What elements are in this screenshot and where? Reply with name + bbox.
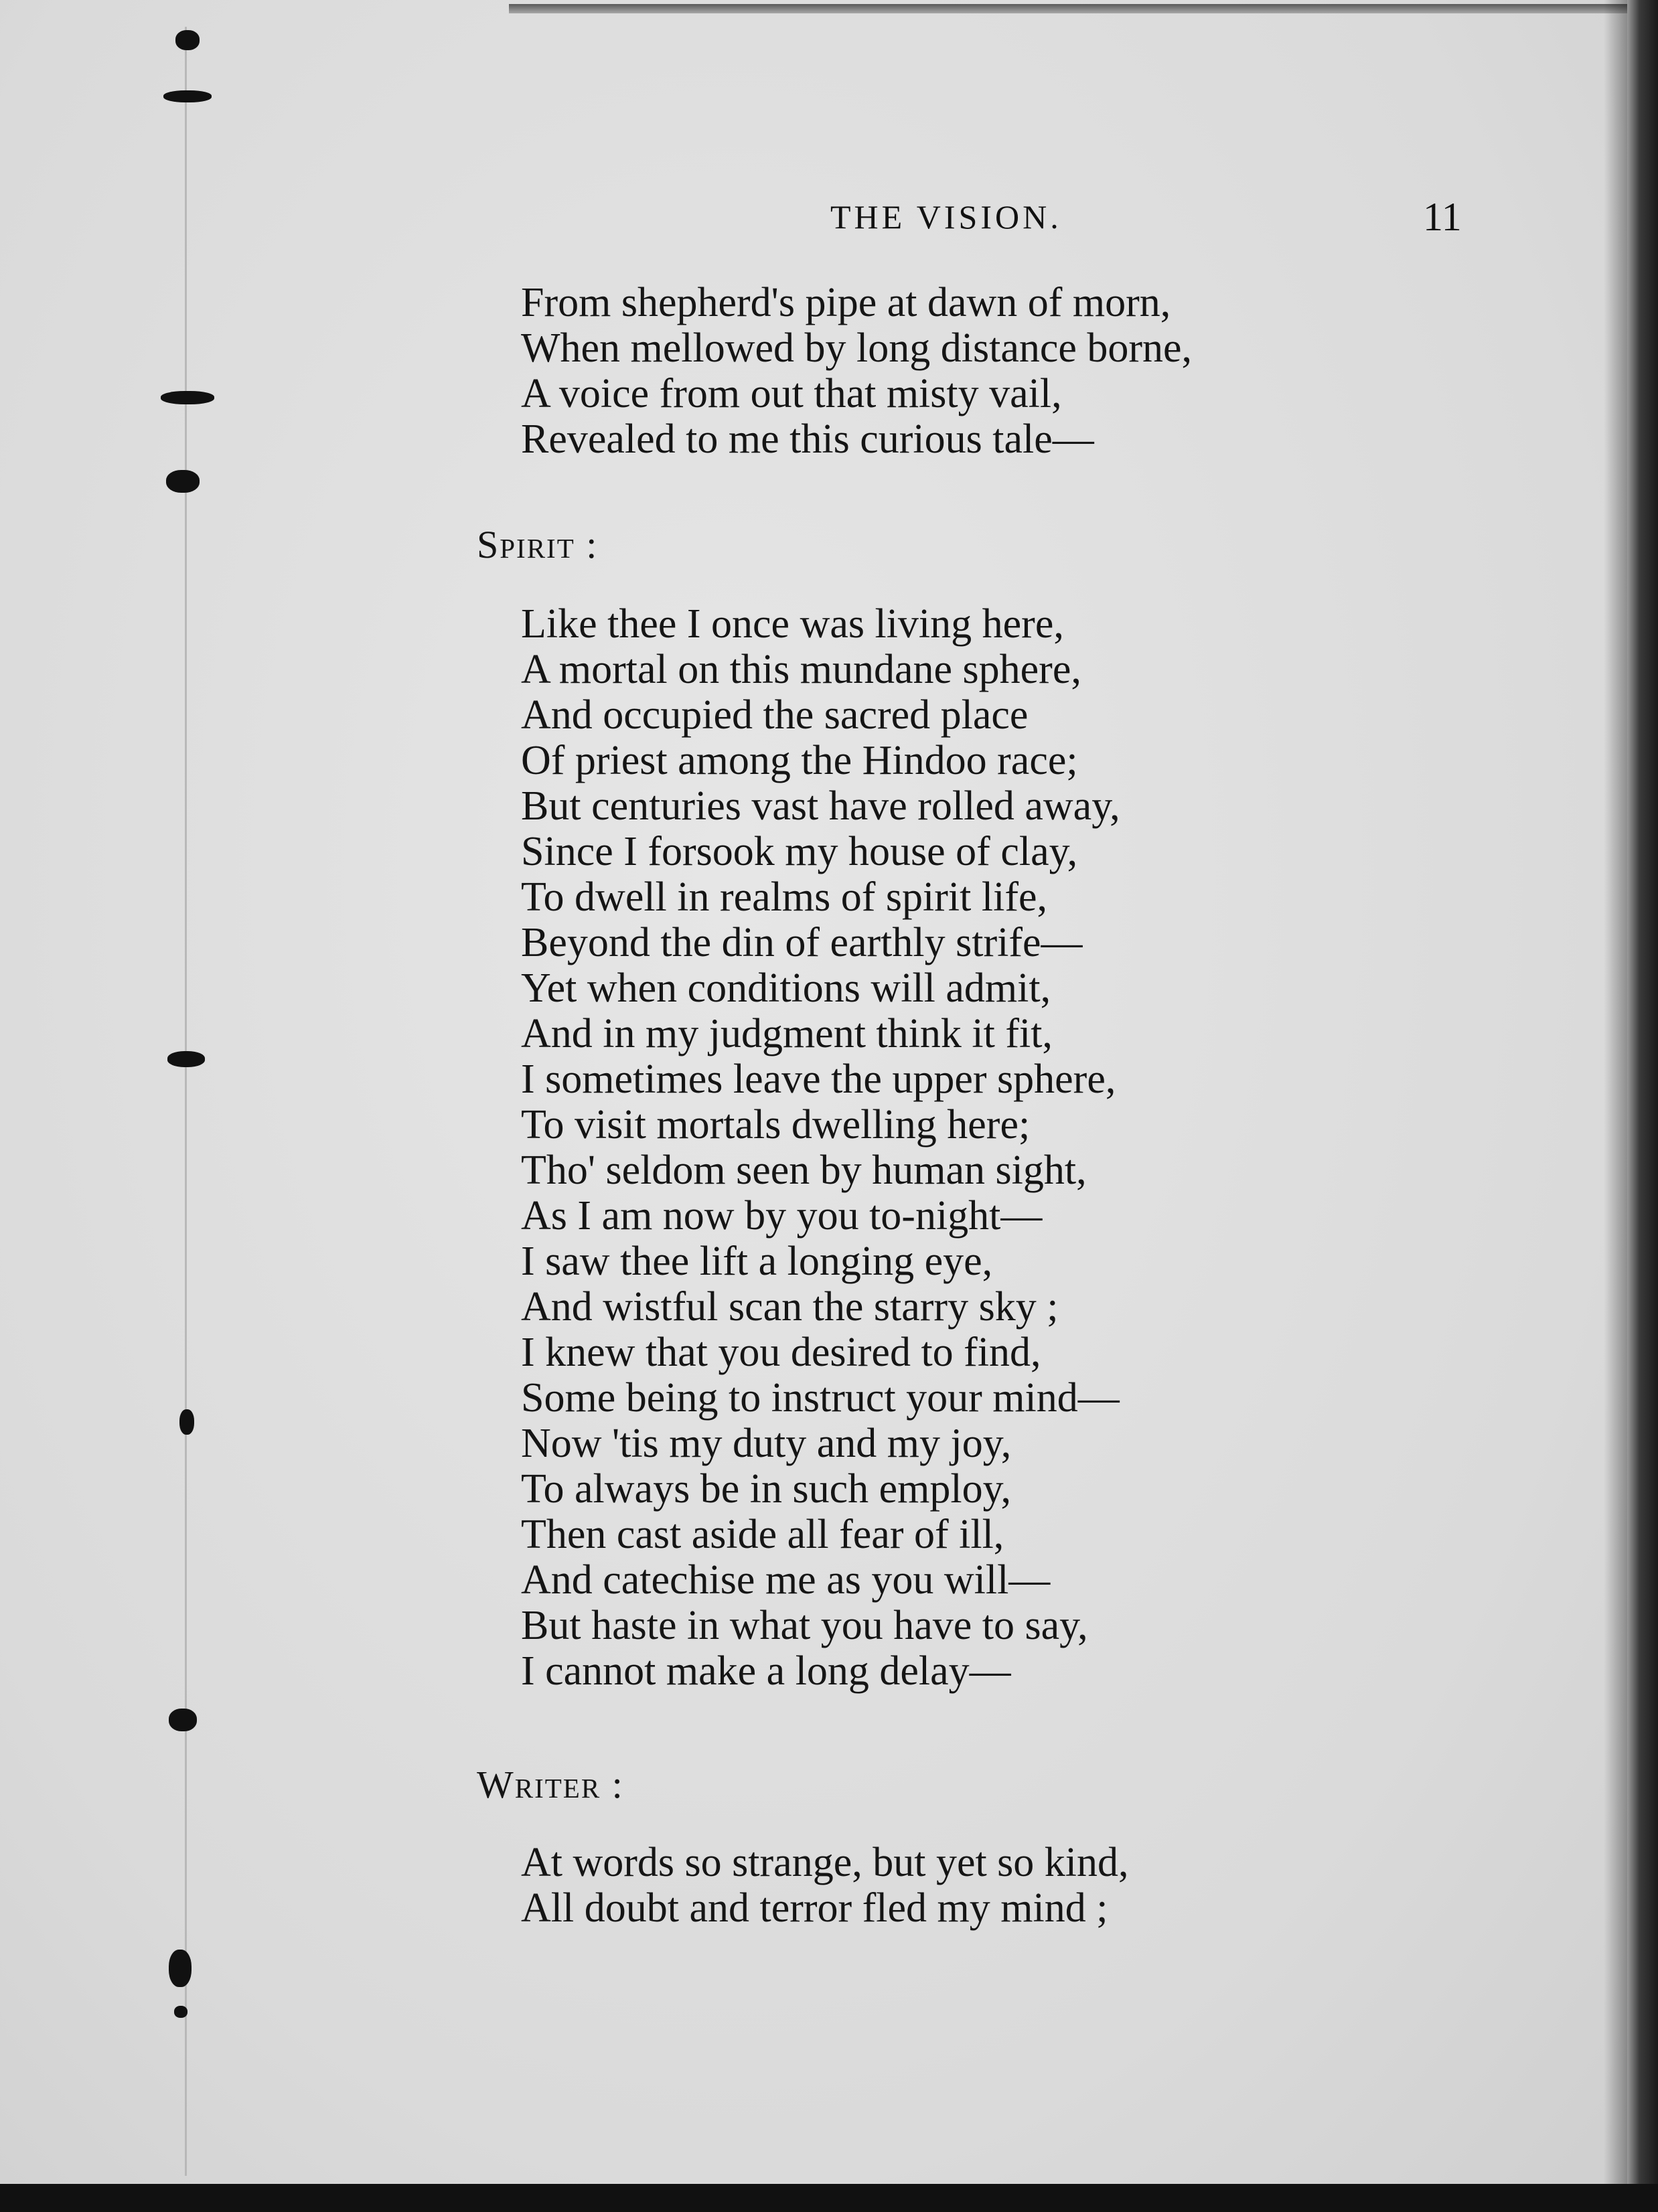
running-head: THE VISION. [830,198,1062,236]
verse-line: Now 'tis my duty and my joy, [521,1421,1012,1466]
verse-line: To visit mortals dwelling here; [521,1102,1031,1148]
verse-line: Of priest among the Hindoo race; [521,738,1078,783]
verse-line: I sometimes leave the upper sphere, [521,1056,1116,1102]
binding-hole [167,1051,205,1067]
verse-line: Some being to instruct your mind— [521,1375,1120,1421]
verse-line: Yet when conditions will admit, [521,965,1051,1011]
verse-line: Then cast aside all fear of ill, [521,1512,1004,1557]
verse-line: At words so strange, but yet so kind, [521,1840,1129,1885]
verse-line: As I am now by you to-night— [521,1193,1043,1239]
verse-line: Tho' seldom seen by human sight, [521,1148,1087,1193]
binding-hole [166,470,200,493]
verse-line: But centuries vast have rolled away, [521,783,1120,829]
binding-hole [179,1409,194,1435]
verse-line: A voice from out that misty vail, [521,371,1062,416]
stanza-3 [521,1840,1129,1931]
verse-line: And catechise me as you will— [521,1557,1051,1603]
binding-hole [161,391,214,404]
binding-hole [169,1950,192,1987]
verse-line: To dwell in realms of spirit life, [521,874,1047,920]
stanza-2 [521,601,1120,1694]
binding-hole [175,30,200,50]
speaker-label-spirit: Spirit : [477,523,599,566]
verse-line: All doubt and terror fled my mind ; [521,1885,1108,1931]
page-number: 11 [1423,195,1462,239]
binding-hole [169,1709,197,1731]
verse-line: A mortal on this mundane sphere, [521,647,1081,692]
verse-line: I saw thee lift a longing eye, [521,1239,993,1284]
scan-border-right [1627,0,1658,2212]
top-edge-rule [509,4,1627,13]
verse-line: From shepherd's pipe at dawn of morn, [521,280,1171,325]
verse-line: Revealed to me this curious tale— [521,416,1094,462]
page-edge-shadow [1604,0,1627,2184]
verse-line: Like thee I once was living here, [521,601,1064,647]
verse-line: And occupied the sacred place [521,692,1029,738]
verse-line: To always be in such employ, [521,1466,1012,1512]
stanza-1 [521,280,1192,462]
gutter-line [185,27,187,2176]
binding-hole [163,90,212,102]
verse-line: Beyond the din of earthly strife— [521,920,1083,965]
verse-line: And in my judgment think it fit, [521,1011,1053,1056]
verse-line: I knew that you desired to find, [521,1330,1041,1375]
verse-line: Since I forsook my house of clay, [521,829,1078,874]
speaker-label-writer: Writer : [477,1763,624,1806]
verse-line: But haste in what you have to say, [521,1603,1088,1648]
verse-line: When mellowed by long distance borne, [521,325,1193,371]
scan-border-bottom [0,2184,1658,2212]
verse-line: And wistful scan the starry sky ; [521,1284,1059,1330]
binding-hole [174,2006,187,2018]
verse-line: I cannot make a long delay— [521,1648,1011,1694]
